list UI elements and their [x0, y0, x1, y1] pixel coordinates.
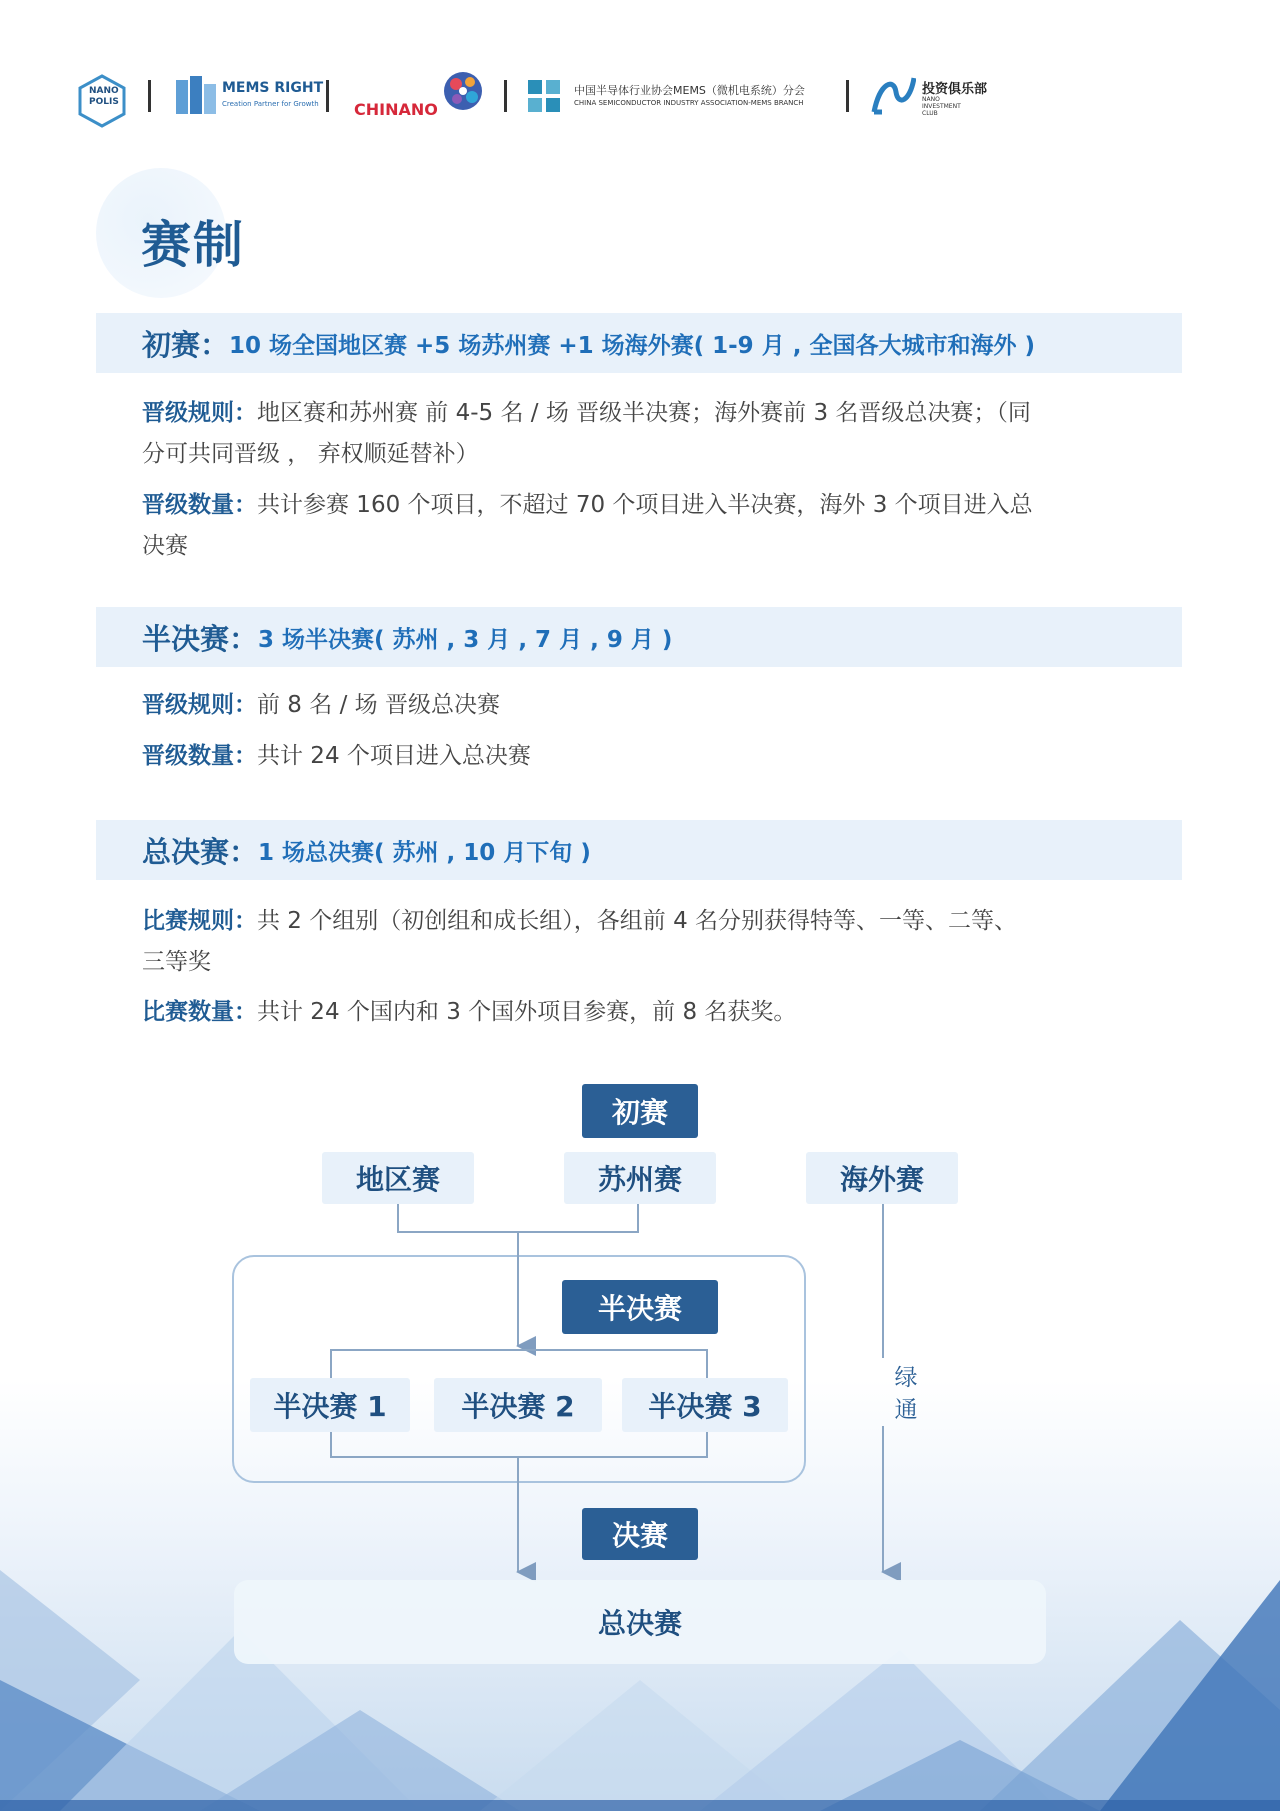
chinano-name: CHINANO: [354, 100, 438, 119]
count-text: 共计参赛 160 个项目，不超过 70 个项目进入半决赛，海外 3 个项目进入总: [257, 492, 1033, 518]
investment-club-en-line: INVESTMENT: [922, 103, 961, 110]
memsright-name: MEMS RIGHT: [222, 80, 324, 96]
section-desc: 3 场半决赛( 苏州 , 3 月 , 7 月 , 9 月 ): [258, 626, 673, 653]
rule-text: 三等奖: [142, 949, 211, 975]
flow-box-semi-3: 半决赛 3: [622, 1378, 788, 1432]
green-channel-label: [892, 1362, 920, 1426]
rule-label: 比赛规则：: [142, 908, 257, 934]
section-label: 总决赛：: [142, 834, 259, 869]
rule-label: 晋级规则：: [142, 400, 257, 426]
count-label: 晋级数量：: [142, 492, 257, 518]
count-label: 比赛数量：: [142, 999, 257, 1025]
csia-name-cn: 中国半导体行业协会MEMS（微机电系统）分会: [574, 84, 805, 97]
section-label: 半决赛：: [142, 621, 259, 656]
green-channel-char: 通: [894, 1397, 918, 1423]
flow-box-semi-2: 半决赛 2: [434, 1378, 602, 1432]
flow-box-grand-final: 总决赛: [234, 1580, 1046, 1664]
investment-club-en-line: CLUB: [922, 110, 938, 117]
nanopolis-line-1: NANO: [89, 86, 119, 96]
flow-box-regional: 地区赛: [322, 1152, 474, 1204]
rule-text: 共 2 个组别（初创组和成长组），各组前 4 名分别获得特等、一等、二等、: [257, 908, 1018, 934]
nanopolis-line-2: POLIS: [89, 97, 119, 107]
count-text: 决赛: [142, 533, 188, 559]
flow-box-semi-1: 半决赛 1: [250, 1378, 410, 1432]
count-label: 晋级数量：: [142, 743, 257, 769]
green-channel-char: 绿: [894, 1365, 918, 1391]
section-desc: 10 场全国地区赛 +5 场苏州赛 +1 场海外赛( 1-9 月 , 全国各大城市和海外 ): [229, 332, 1035, 359]
rule-label: 晋级规则：: [142, 692, 257, 718]
page-title: 赛制: [141, 216, 245, 274]
rule-text: 地区赛和苏州赛 前 4-5 名 / 场 晋级半决赛；海外赛前 3 名晋级总决赛；（同: [257, 400, 1031, 426]
rule-text: 前 8 名 / 场 晋级总决赛: [257, 692, 500, 718]
investment-club-en-line: NANO: [922, 96, 940, 103]
rule-text: 分可共同晋级 ， 弃权顺延替补）: [142, 441, 479, 467]
csia-name-en: CHINA SEMICONDUCTOR INDUSTRY ASSOCIATION-MEMS BRANCH: [574, 99, 804, 107]
section-desc: 1 场总决赛( 苏州 , 10 月下旬 ): [258, 839, 591, 866]
flow-box-final: 决赛: [582, 1508, 698, 1560]
flow-box-semi: 半决赛: [562, 1280, 718, 1334]
flow-box-overseas: 海外赛: [806, 1152, 958, 1204]
count-text: 共计 24 个国内和 3 个国外项目参赛，前 8 名获奖。: [257, 999, 797, 1025]
count-text: 共计 24 个项目进入总决赛: [257, 743, 531, 769]
flow-box-suzhou: 苏州赛: [564, 1152, 716, 1204]
flow-box-prelim: 初赛: [582, 1084, 698, 1138]
investment-club-name-cn: 投资俱乐部: [922, 82, 988, 97]
memsright-tagline: Creation Partner for Growth: [222, 100, 319, 108]
section-label: 初赛：: [142, 327, 230, 362]
